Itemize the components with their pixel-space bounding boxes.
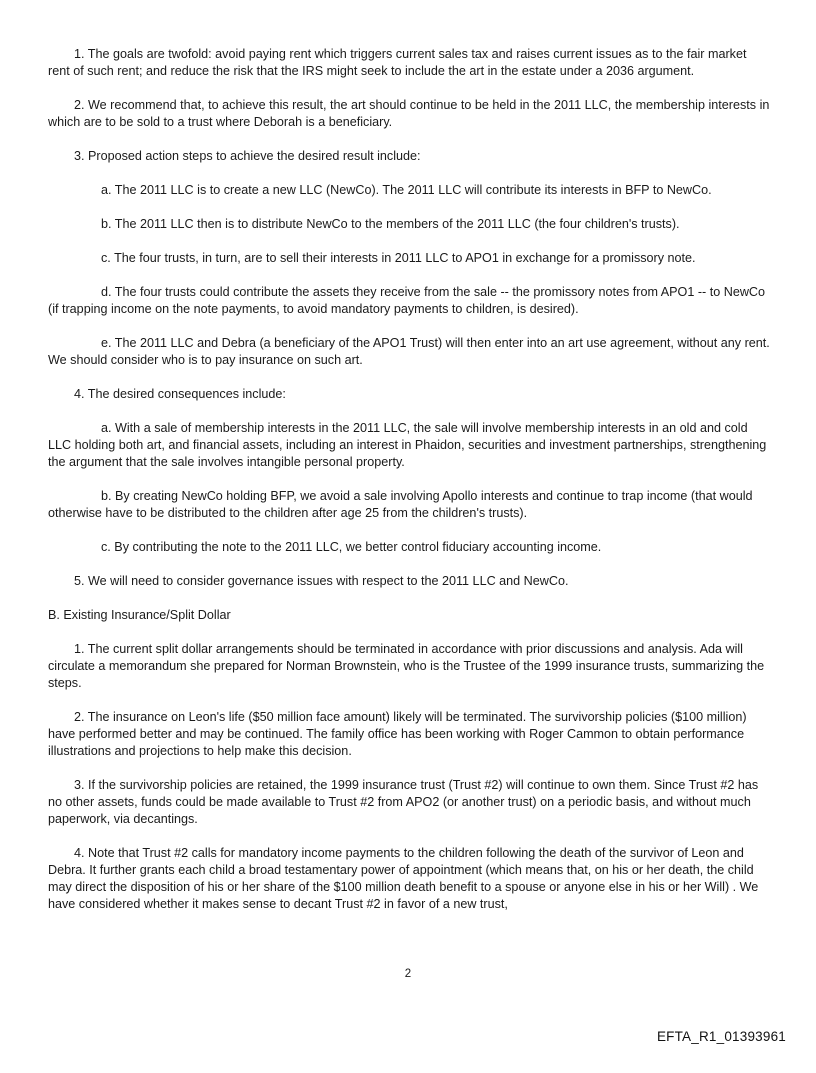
paragraph-step-b: b. The 2011 LLC then is to distribute NewCo to the members of the 2011 LLC (the four children's trusts).: [101, 217, 680, 231]
paragraph-consequence-c: c. By contributing the note to the 2011 LLC, we better control fiduciary accounting income.: [101, 540, 602, 554]
section-heading-insurance: B. Existing Insurance/Split Dollar: [48, 608, 231, 622]
document-id-stamp: EFTA_R1_01393961: [656, 1029, 786, 1044]
paragraph-governance: 5. We will need to consider governance issues with respect to the 2011 LLC and NewCo.: [74, 574, 569, 588]
paragraph-leon-insurance: 2. The insurance on Leon's life ($50 million face amount) likely will be terminated. The survivorship policies ($100 million) have performed better and may be continued. The family office has been working with Roger Cammon to obtain performance illustrations and projections to help make this decision.: [48, 710, 747, 758]
document-body: [48, 46, 770, 930]
paragraph-action-steps: 3. Proposed action steps to achieve the desired result include:: [74, 149, 421, 163]
paragraph-step-a: a. The 2011 LLC is to create a new LLC (NewCo). The 2011 LLC will contribute its interests in BFP to NewCo.: [101, 183, 712, 197]
paragraph-trust-2: 4. Note that Trust #2 calls for mandatory income payments to the children following the death of the survivor of Leon and Debra. It further grants each child a broad testamentary power of appointment (which means that, on his or her death, the child may direct the disposition of his or her share of the $100 million death benefit to a spouse or anyone else in his or her Will) . We have considered whether it makes sense to decant Trust #2 in favor of a new trust,: [48, 846, 759, 911]
paragraph-step-c: c. The four trusts, in turn, are to sell their interests in 2011 LLC to APO1 in exchange for a promissory note.: [101, 251, 696, 265]
paragraph-split-dollar: 1. The current split dollar arrangements should be terminated in accordance with prior discussions and analysis. Ada will circulate a memorandum she prepared for Norman Brownstein, who is the Trustee of the 1999 insurance trusts, summarizing the steps.: [48, 642, 765, 690]
paragraph-step-e: e. The 2011 LLC and Debra (a beneficiary of the APO1 Trust) will then enter into an art use agreement, without any rent. We should consider who is to pay insurance on such art.: [48, 336, 770, 367]
paragraph-goals: 1. The goals are twofold: avoid paying rent which triggers current sales tax and raises current issues as to the fair market rent of such rent; and reduce the risk that the IRS might seek to include the art in the estate under a 2036 argument.: [48, 47, 747, 78]
paragraph-consequences: 4. The desired consequences include:: [74, 387, 286, 401]
paragraph-consequence-a: a. With a sale of membership interests in the 2011 LLC, the sale will involve membership interests in an old and cold LLC holding both art, and financial assets, including an interest in Phaidon, securities and investment partnerships, strengthening the argument that the sale involves intangible personal property.: [48, 421, 767, 469]
paragraph-step-d: d. The four trusts could contribute the assets they receive from the sale -- the promissory notes from APO1 -- to NewCo (if trapping income on the note payments, to avoid mandatory payments to children, is desired).: [48, 285, 766, 316]
paragraph-survivorship: 3. If the survivorship policies are retained, the 1999 insurance trust (Trust #2) will continue to own them. Since Trust #2 has no other assets, funds could be made available to Trust #2 from APO2 (or another trust) on a periodic basis, and without much paperwork, via decantings.: [48, 778, 759, 826]
page-number: 2: [404, 968, 412, 980]
paragraph-consequence-b: b. By creating NewCo holding BFP, we avoid a sale involving Apollo interests and continue to trap income (that would otherwise have to be distributed to the children after age 25 from the children's trusts).: [48, 489, 753, 520]
paragraph-recommendation: 2. We recommend that, to achieve this result, the art should continue to be held in the 2011 LLC, the membership interests in which are to be sold to a trust where Deborah is a beneficiary.: [48, 98, 770, 129]
